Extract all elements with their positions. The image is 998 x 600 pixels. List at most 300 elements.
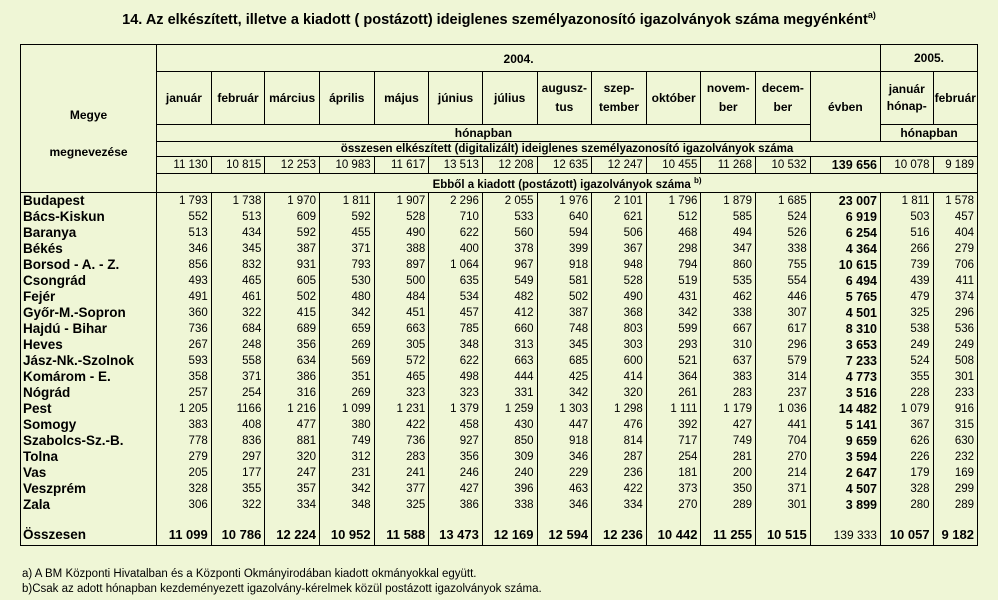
value-cell: 736 [157,321,212,337]
value-cell: 249 [880,337,933,353]
value-cell: 512 [646,209,701,225]
issued-label-text: Ebből a kiadott (postázott) igazolványok száma [432,178,691,191]
value-cell: 10 615 [810,257,880,273]
value-cell: 552 [157,209,212,225]
county-name: Szabolcs-Sz.-B. [21,433,157,449]
value-cell: 338 [701,305,756,321]
month-header-2004 [429,72,483,125]
total-row [21,525,978,546]
value-cell: 434 [211,225,265,241]
value-cell: 600 [592,353,647,369]
value-cell: 373 [646,481,701,497]
value-cell: 383 [157,417,212,433]
value-cell: 323 [429,385,483,401]
value-cell: 301 [756,497,811,513]
value-cell: 490 [592,289,647,305]
value-cell: 377 [374,481,429,497]
value-cell: 356 [429,449,483,465]
month-header-2004 [157,72,212,125]
county-name: Zala [21,497,157,513]
spacer-row [21,513,978,525]
footnotes [22,567,542,597]
value-cell: 414 [592,369,647,385]
value-cell: 502 [265,289,320,305]
value-cell: 663 [482,353,537,369]
value-cell: 1166 [211,401,265,417]
value-cell: 254 [211,385,265,401]
value-cell: 536 [933,321,977,337]
value-cell: 569 [319,353,374,369]
year-total-header: évben [810,72,880,142]
value-cell: 659 [319,321,374,337]
value-cell: 1 111 [646,401,701,417]
value-cell: 1 976 [537,192,592,209]
value-cell: 305 [374,337,429,353]
value-cell: 490 [374,225,429,241]
value-cell: 342 [537,385,592,401]
value-cell: 4 507 [810,481,880,497]
statistics-table [20,44,978,546]
value-cell: 287 [592,449,647,465]
value-cell: 635 [429,273,483,289]
table-row [21,273,978,289]
value-cell: 533 [482,209,537,225]
total-cell: 10 057 [880,525,933,546]
month-header-2004 [265,72,320,125]
value-cell: 357 [265,481,320,497]
value-cell: 328 [880,481,933,497]
county-name: Jász-Nk.-Szolnok [21,353,157,369]
value-cell: 214 [756,465,811,481]
value-cell: 508 [933,353,977,369]
table-row [21,497,978,513]
value-cell: 506 [592,225,647,241]
value-cell: 367 [880,417,933,433]
month-header-2005 [880,72,933,125]
value-cell: 338 [756,241,811,257]
value-cell: 392 [646,417,701,433]
value-cell: 320 [592,385,647,401]
spacer-cell [374,513,429,525]
value-cell: 794 [646,257,701,273]
value-cell: 479 [880,289,933,305]
month-name: május [384,90,419,105]
value-cell: 266 [880,241,933,257]
value-cell: 494 [701,225,756,241]
value-cell: 231 [319,465,374,481]
total-created-cell: 10 532 [756,157,811,174]
value-cell: 814 [592,433,647,449]
value-cell: 316 [265,385,320,401]
value-cell: 918 [537,257,592,273]
spacer-cell [880,513,933,525]
total-cell: 12 169 [482,525,537,546]
value-cell: 706 [933,257,977,273]
value-cell: 322 [211,305,265,321]
value-cell: 296 [933,305,977,321]
value-cell: 1 259 [482,401,537,417]
footnote-a: a) A BM Központi Hivatalban és a Központi Okmányirodában kiadott okmányokkal együtt. [22,568,477,580]
value-cell: 299 [933,481,977,497]
month-name: novem- [706,81,750,95]
value-cell: 592 [319,209,374,225]
value-cell: 535 [701,273,756,289]
value-cell: 5 141 [810,417,880,433]
value-cell: 240 [482,465,537,481]
value-cell: 524 [880,353,933,369]
value-cell: 1 179 [701,401,756,417]
value-cell: 513 [211,209,265,225]
value-cell: 422 [592,481,647,497]
value-cell: 684 [211,321,265,337]
value-cell: 313 [482,337,537,353]
value-cell: 241 [374,465,429,481]
value-cell: 325 [880,305,933,321]
value-cell: 1 064 [429,257,483,273]
value-cell: 342 [646,305,701,321]
value-cell: 637 [701,353,756,369]
month-header-2005 [933,72,977,125]
total-created-cell: 11 617 [374,157,429,174]
value-cell: 850 [482,433,537,449]
total-cell: 139 333 [810,525,880,546]
value-cell: 350 [701,481,756,497]
value-cell: 477 [265,417,320,433]
table-row [21,209,978,225]
value-cell: 916 [933,401,977,417]
value-cell: 558 [211,353,265,369]
total-cell: 10 786 [211,525,265,546]
county-name: Heves [21,337,157,353]
value-cell: 404 [933,225,977,241]
spacer-cell [265,513,320,525]
total-cell: 9 182 [933,525,977,546]
county-name: Csongrád [21,273,157,289]
value-cell: 2 296 [429,192,483,209]
county-name: Veszprém [21,481,157,497]
value-cell: 293 [646,337,701,353]
value-cell: 1 879 [701,192,756,209]
value-cell: 328 [157,481,212,497]
value-cell: 860 [701,257,756,273]
county-name: Borsod - A. - Z. [21,257,157,273]
total-created-cell: 10 078 [880,157,933,174]
value-cell: 412 [482,305,537,321]
table-row [21,241,978,257]
value-cell: 585 [701,209,756,225]
value-cell: 181 [646,465,701,481]
value-cell: 236 [592,465,647,481]
value-cell: 200 [701,465,756,481]
month-header-2004 [756,72,811,125]
value-cell: 710 [429,209,483,225]
value-cell: 358 [157,369,212,385]
value-cell: 446 [756,289,811,305]
value-cell: 967 [482,257,537,273]
value-cell: 502 [537,289,592,305]
value-cell: 593 [157,353,212,369]
county-header-label: Megye [69,108,108,122]
value-cell: 270 [646,497,701,513]
month-name: augusz- [541,81,587,95]
value-cell: 524 [756,209,811,225]
value-cell: 348 [429,337,483,353]
title-text: 14. Az elkészített, illetve a kiadott ( postázott) ideiglenes személyazonosító igazolványok száma megyénként [122,11,868,28]
value-cell: 749 [319,433,374,449]
value-cell: 371 [756,481,811,497]
table-row [21,225,978,241]
value-cell: 237 [756,385,811,401]
spacer-cell [211,513,265,525]
value-cell: 621 [592,209,647,225]
value-cell: 338 [482,497,537,513]
value-cell: 371 [319,241,374,257]
value-cell: 257 [157,385,212,401]
month-name: szep- [603,81,635,95]
value-cell: 755 [756,257,811,273]
value-cell: 346 [537,497,592,513]
honapban-2005: hónapban [880,125,977,142]
value-cell: 399 [537,241,592,257]
value-cell: 534 [429,289,483,305]
value-cell: 447 [537,417,592,433]
total-created-cell: 13 513 [429,157,483,174]
value-cell: 836 [211,433,265,449]
table-row [21,401,978,417]
total-created-cell: 12 253 [265,157,320,174]
value-cell: 345 [211,241,265,257]
value-cell: 441 [756,417,811,433]
value-cell: 622 [429,225,483,241]
value-cell: 289 [933,497,977,513]
value-cell: 594 [537,225,592,241]
value-cell: 383 [701,369,756,385]
issued-label-row [21,174,978,193]
spacer-cell [810,513,880,525]
value-cell: 528 [374,209,429,225]
county-name: Hajdú - Bihar [21,321,157,337]
value-cell: 717 [646,433,701,449]
value-cell: 205 [157,465,212,481]
spacer-cell [701,513,756,525]
value-cell: 689 [265,321,320,337]
county-name: Pest [21,401,157,417]
value-cell: 2 055 [482,192,537,209]
total-label: Összesen [21,525,157,546]
header-row-months [21,72,978,125]
total-created-cell: 10 983 [319,157,374,174]
honapban-2004: hónapban [157,125,811,142]
value-cell: 465 [374,369,429,385]
value-cell: 270 [756,449,811,465]
spacer-cell [482,513,537,525]
total-created-cell: 11 268 [701,157,756,174]
county-name: Békés [21,241,157,257]
value-cell: 14 482 [810,401,880,417]
value-cell: 431 [646,289,701,305]
value-cell: 314 [756,369,811,385]
spacer-cell [646,513,701,525]
value-cell: 307 [756,305,811,321]
value-cell: 169 [933,465,977,481]
table-row [21,337,978,353]
value-cell: 430 [482,417,537,433]
page-title [0,10,998,28]
value-cell: 897 [374,257,429,273]
value-cell: 1 907 [374,192,429,209]
value-cell: 1 793 [157,192,212,209]
value-cell: 396 [482,481,537,497]
total-created-cell: 10 815 [211,157,265,174]
table-row [21,321,978,337]
value-cell: 411 [933,273,977,289]
value-cell: 560 [482,225,537,241]
county-name: Fejér [21,289,157,305]
value-cell: 513 [157,225,212,241]
value-cell: 803 [592,321,647,337]
value-cell: 554 [756,273,811,289]
value-cell: 491 [157,289,212,305]
value-cell: 298 [646,241,701,257]
value-cell: 8 310 [810,321,880,337]
value-cell: 1 379 [429,401,483,417]
value-cell: 457 [429,305,483,321]
value-cell: 348 [319,497,374,513]
total-cell: 10 442 [646,525,701,546]
value-cell: 279 [933,241,977,257]
month-name: decem- [761,81,804,95]
month-name-cont: ber [718,100,738,114]
value-cell: 498 [429,369,483,385]
value-cell: 297 [211,449,265,465]
table-row [21,433,978,449]
value-cell: 482 [482,289,537,305]
value-cell: 476 [592,417,647,433]
value-cell: 439 [880,273,933,289]
value-cell: 3 594 [810,449,880,465]
value-cell: 279 [157,449,212,465]
value-cell: 4 364 [810,241,880,257]
value-cell: 451 [374,305,429,321]
issued-label [157,174,978,193]
value-cell: 736 [374,433,429,449]
value-cell: 2 101 [592,192,647,209]
value-cell: 346 [537,449,592,465]
value-cell: 422 [374,417,429,433]
value-cell: 23 007 [810,192,880,209]
value-cell: 3 653 [810,337,880,353]
value-cell: 427 [701,417,756,433]
value-cell: 306 [157,497,212,513]
month-name: január [165,90,202,105]
value-cell: 1 970 [265,192,320,209]
value-cell: 617 [756,321,811,337]
county-name: Somogy [21,417,157,433]
value-cell: 856 [157,257,212,273]
total-created-cell: 12 247 [592,157,647,174]
value-cell: 425 [537,369,592,385]
value-cell: 572 [374,353,429,369]
value-cell: 6 254 [810,225,880,241]
total-created-cell: 12 635 [537,157,592,174]
header-row-years [21,45,978,72]
value-cell: 463 [537,481,592,497]
value-cell: 480 [319,289,374,305]
value-cell: 331 [482,385,537,401]
value-cell: 346 [157,241,212,257]
month-name: június [437,90,474,105]
value-cell: 1 685 [756,192,811,209]
county-name: Bács-Kiskun [21,209,157,225]
value-cell: 249 [933,337,977,353]
month-header-2004 [374,72,429,125]
value-cell: 444 [482,369,537,385]
value-cell: 660 [482,321,537,337]
value-cell: 177 [211,465,265,481]
value-cell: 528 [592,273,647,289]
county-name: Baranya [21,225,157,241]
month-name: július [494,90,526,105]
month-header-2004 [319,72,374,125]
value-cell: 3 516 [810,385,880,401]
table-row [21,385,978,401]
value-cell: 325 [374,497,429,513]
value-cell: 360 [157,305,212,321]
month-name: április [329,90,365,105]
value-cell: 334 [592,497,647,513]
value-cell: 519 [646,273,701,289]
value-cell: 247 [265,465,320,481]
value-cell: 948 [592,257,647,273]
title-footnote-mark: a) [867,10,876,20]
value-cell: 269 [319,385,374,401]
value-cell: 1 205 [157,401,212,417]
value-cell: 461 [211,289,265,305]
value-cell: 1 811 [319,192,374,209]
value-cell: 579 [756,353,811,369]
value-cell: 320 [265,449,320,465]
month-name: február [934,90,976,105]
value-cell: 310 [701,337,756,353]
value-cell: 748 [537,321,592,337]
total-created-cell: 11 130 [157,157,212,174]
value-cell: 516 [880,225,933,241]
value-cell: 323 [374,385,429,401]
value-cell: 622 [429,353,483,369]
county-name: Győr-M.-Sopron [21,305,157,321]
month-header-2004 [592,72,647,125]
value-cell: 367 [592,241,647,257]
value-cell: 918 [537,433,592,449]
value-cell: 704 [756,433,811,449]
value-cell: 1 303 [537,401,592,417]
county-name: Vas [21,465,157,481]
value-cell: 5 765 [810,289,880,305]
value-cell: 749 [701,433,756,449]
header-row-total-label [21,142,978,157]
value-cell: 408 [211,417,265,433]
value-cell: 4 501 [810,305,880,321]
value-cell: 592 [265,225,320,241]
value-cell: 345 [537,337,592,353]
value-cell: 179 [880,465,933,481]
value-cell: 599 [646,321,701,337]
value-cell: 6 494 [810,273,880,289]
value-cell: 785 [429,321,483,337]
total-created-cell: 9 189 [933,157,977,174]
value-cell: 229 [537,465,592,481]
county-header-cell [21,45,157,193]
